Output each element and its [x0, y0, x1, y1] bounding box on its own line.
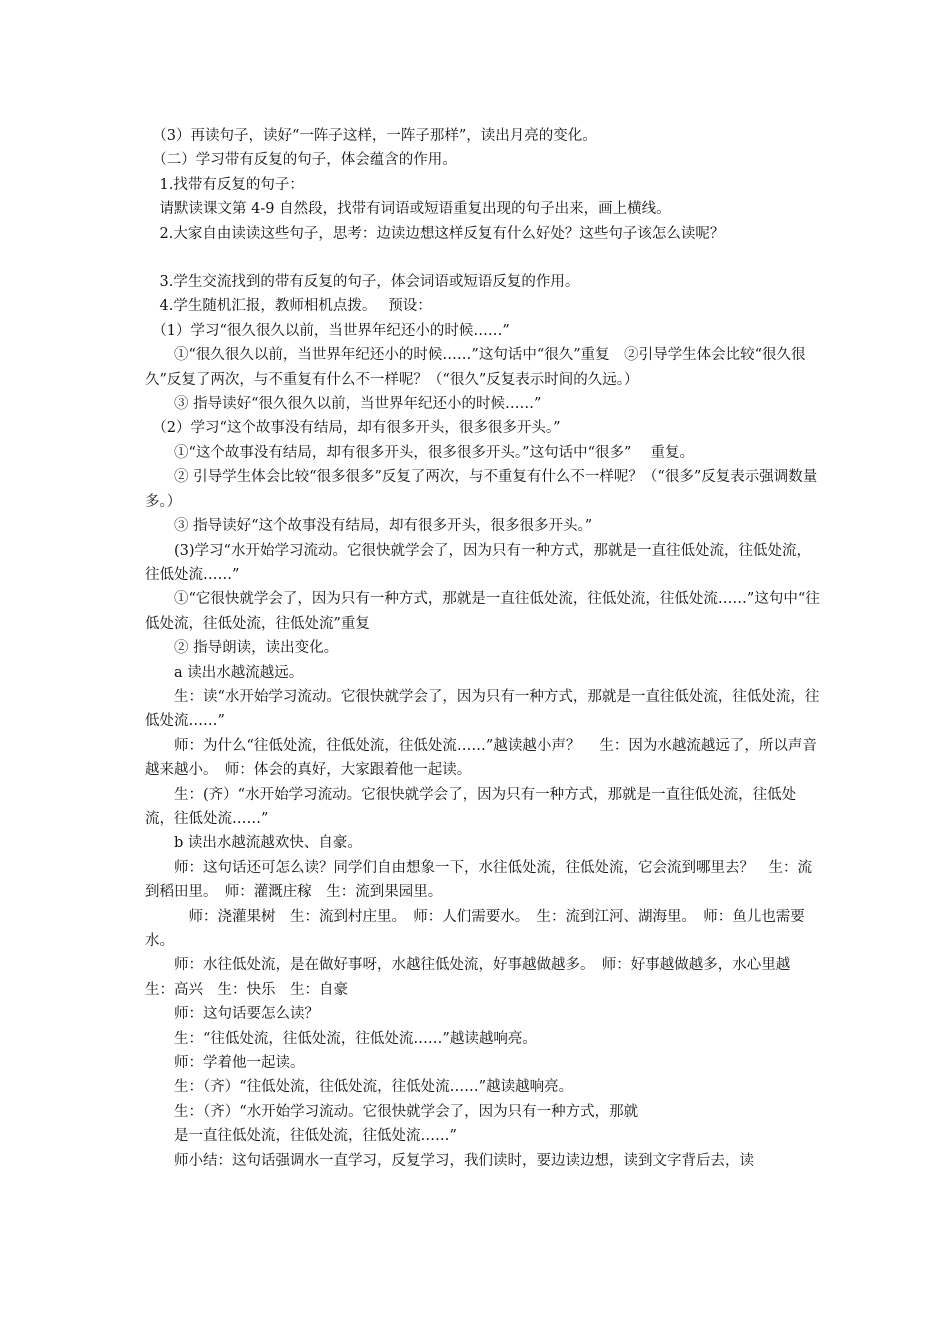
text-line: 生：（齐）“水开始学习流动。它很快就学会了，因为只有一种方式，那就	[145, 1103, 639, 1120]
text-line: 师：这句话还可怎么读？同学们自由想象一下，水往低处流，往低处流，它会流到哪里去？ 生：流到稻田里。 师：灌溉庄稼 生：流到果园里。	[145, 859, 812, 901]
text-line: ①“很久很久以前，当世界年纪还小的时候……”这句话中“很久”重复 ②引导学生体会比较“很久很久”反复了两次，与不重复有什么不一样呢？（“很久”反复表示时间的久远。）	[145, 347, 806, 388]
text-line: 1.找带有反复的句子：	[145, 176, 304, 193]
text-line: 师：水往低处流，是在做好事呀，水越往低处流，好事越做越多。 师：好事越做越多，水心里越 生：高兴 生：快乐 生：自豪	[145, 957, 805, 998]
lesson-plan-text	[145, 124, 825, 1173]
text-line: 生：（齐）“往低处流，往低处流，往低处流……”越读越响亮。	[145, 1079, 574, 1096]
text-line: 4.学生随机汇报，教师相机点拨。 预设：	[145, 298, 432, 315]
text-line: 师：学着他一起读。	[145, 1055, 305, 1072]
text-line: 师：这句话要怎么读？	[145, 1006, 319, 1023]
text-line: （1）学习“很久很久以前，当世界年纪还小的时候……”	[145, 322, 510, 339]
text-line: ①“这个故事没有结局，却有很多开头，很多很多开头。”这句话中“很多” 重复。	[145, 444, 695, 461]
blank-line	[145, 246, 825, 270]
text-line: 师：为什么“往低处流，往低处流，往低处流……”越读越小声？ 生：因为水越流越远了，所以声音越来越小。 师：体会的真好，大家跟着他一起读。	[145, 737, 817, 779]
text-line: (3)学习“水开始学习流动。它很快就学会了，因为只有一种方式，那就是一直往低处流，往低处流，往低处流……”	[145, 542, 811, 583]
text-line: 3.学生交流找到的带有反复的句子，体会词语或短语反复的作用。	[145, 274, 580, 291]
text-line: ③ 指导读好“很久很久以前，当世界年纪还小的时候……”	[145, 396, 542, 413]
text-line: 师小结：这句话强调水一直学习，反复学习，我们读时，要边读边想，读到文字背后去，读	[145, 1152, 754, 1169]
text-line: （2）学习“这个故事没有结局，却有很多开头，很多很多开头。”	[145, 420, 561, 437]
text-line: ①“它很快就学会了，因为只有一种方式，那就是一直往低处流，往低处流，往低处流……”这句中“往低处流，往低处流，往低处流”重复	[145, 591, 820, 632]
text-line: 2.大家自由读读这些句子，思考：边读边想这样反复有什么好处？这些句子该怎么读呢？	[145, 225, 725, 242]
text-line: b 读出水越流越欢快、自豪。	[145, 835, 362, 852]
text-line: （3）再读句子，读好“一阵子这样，一阵子那样”，读出月亮的变化。	[145, 128, 597, 144]
text-line: a 读出水越流越远。	[145, 664, 304, 681]
section-heading: （二）学习带有反复的句子，体会蕴含的作用。	[145, 152, 457, 169]
text-line: ③ 指导读好“这个故事没有结局，却有很多开头，很多很多开头。”	[145, 518, 593, 535]
text-line: 请默读课文第 4-9 自然段，找带有词语或短语重复出现的句子出来，画上横线。	[145, 201, 671, 218]
text-line: 生：(齐）“水开始学习流动。它很快就学会了，因为只有一种方式，那就是一直往低处流，往低处流，往低处流……”	[145, 786, 797, 827]
text-line: 生：“往低处流，往低处流，往低处流……”越读越响亮。	[145, 1030, 537, 1047]
text-line: 是一直往低处流，往低处流，往低处流……”	[145, 1128, 457, 1145]
text-line: ② 指导朗读，读出变化。	[145, 640, 339, 657]
text-line: ② 引导学生体会比较“很多很多”反复了两次，与不重复有什么不一样呢？（“很多”反复表示强调数量多。）	[145, 469, 818, 510]
text-line: 师：浇灌果树 生：流到村庄里。 师：人们需要水。 生：流到江河、湖海里。 师：鱼儿也需要水。	[145, 908, 805, 949]
text-line: 生：读“水开始学习流动。它很快就学会了，因为只有一种方式，那就是一直往低处流，往低处流，往低处流……”	[145, 688, 820, 730]
